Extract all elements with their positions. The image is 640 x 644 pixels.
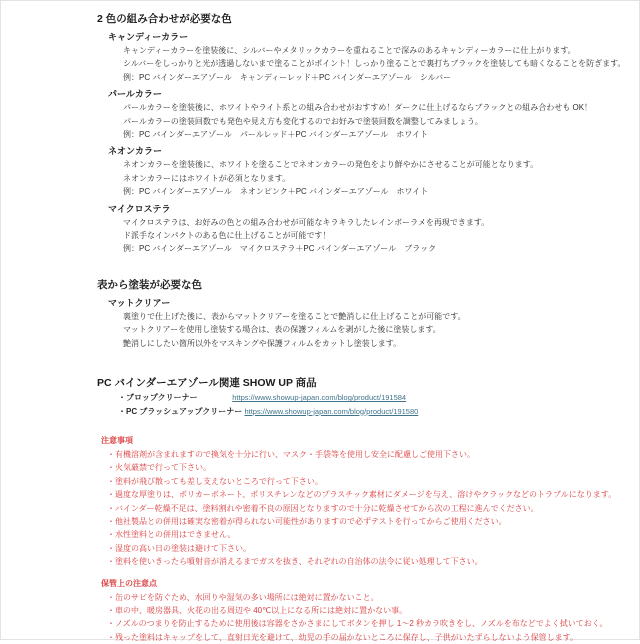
body-line: シルバーをしっかりと光が透過しないまで塗ることがポイント！しっかり塗ることで裏打ちブラックを塗装しても暗くなることを防ぎます。 (123, 59, 626, 69)
section-title-two-color: 2 色の組み合わせが必要な色 (97, 13, 232, 25)
caution-item: ・火気厳禁で行って下さい。 (107, 463, 211, 473)
example-line: 例：PC バインダーエアゾール マイクロステラ＋PC バインダーエアゾール ブラック (123, 244, 437, 254)
caution-item: ・塗料が飛び散っても差し支えないところで行って下さい。 (107, 476, 323, 486)
storage-item: ・残った塗料はキャップをして、直射日光を避けて、幼児の手の届かないところに保存し、子供がいたずらしないよう保管します。 (107, 632, 579, 642)
example-line: 例：PC バインダーエアゾール ネオンピンク＋PC バインダーエアゾール ホワイト (123, 187, 429, 197)
product-row (118, 405, 640, 418)
body-line: マットクリアーを使用し塗装する場合は、表の保護フィルムを剥がした後に塗装します。 (123, 325, 441, 335)
body-line: ネオンカラーを塗装後に、ホワイトを塗ることでネオンカラーの発色をより鮮やかにさせることが可能となります。 (123, 160, 539, 170)
body-line: 裏塗りで仕上げた後に、表からマットクリアーを塗ることで艶消しに仕上げることが可能です。 (123, 311, 466, 321)
section-title-storage: 保管上の注意点 (101, 578, 157, 588)
body-line: ネオンカラーにはホワイトが必須となります。 (123, 173, 291, 183)
product-row (118, 391, 640, 404)
section-title-front-paint: 表から塗装が必要な色 (97, 278, 202, 291)
example-line: 例：PC バインダーエアゾール パールレッド＋PC バインダーエアゾール ホワイト (123, 130, 429, 140)
caution-item: ・過度な厚塗りは、ポリカーボネート、ポリスチレンなどのプラスチック素材にダメージを与え、溶けやクラックなどのトラブルになります。 (107, 490, 617, 500)
body-line: パールカラーを塗装後に、ホワイトやライト系との組み合わせがおすすめ！ダークに仕上げるならブラックとの組み合わせも OK！ (123, 103, 593, 113)
body-line: ド派手なインパクトのある色に仕上げることが可能です！ (123, 231, 331, 241)
storage-item: ・缶のサビを防ぐため、水回りや湿気の多い場所には絶対に置かないこと。 (107, 592, 379, 602)
body-line: パールカラーの塗装回数でも発色や見え方も変化するのでお好みで塗装回数を調整してみましょう。 (123, 116, 483, 126)
subsection-title-candy: キャンディーカラー (108, 32, 189, 42)
subsection-title-neon: ネオンカラー (108, 146, 163, 157)
body-line: キャンディーカラーを塗装後に、シルバーやメタリックカラーを重ねることで深みのあるキャンディーカラーに仕上がります。 (123, 46, 576, 55)
product-link[interactable]: https://www.showup-japan.com/blog/product/191580 (244, 406, 419, 416)
section-title-cautions: 注意事項 (101, 435, 133, 445)
section-title-products: PC バインダーエアゾール関連 SHOW UP 商品 (97, 377, 317, 390)
product-label: ・ブロップクリーナー (118, 393, 198, 403)
caution-item: ・湿度の高い日の塗装は避けて下さい。 (107, 543, 251, 553)
caution-item: ・バインダー乾燥不足は、塗料割れや密着不良の原因となりますので十分に乾燥させてから次の工程に進んでください。 (107, 503, 539, 513)
body-line: 艶消しにしたい箇所以外をマスキングや保護フィルムをカットし塗装します。 (123, 338, 402, 348)
storage-item: ・車の中、暖房器具、火花の出る周辺や 40℃以上になる所には絶対に置かない事。 (107, 605, 408, 615)
caution-item: ・塗料を使いきったら噴射音が消えるまでガスを抜き、それぞれの自治体の法令に従い処理して下さい。 (107, 557, 483, 567)
product-link[interactable]: https://www.showup-japan.com/blog/product/191584 (232, 393, 407, 403)
example-line: 例：PC バインダーエアゾール キャンディーレッド＋PC バインダーエアゾール シルバー (123, 72, 452, 82)
subsection-title-microstella: マイクロステラ (108, 203, 171, 214)
subsection-title-matte-clear: マットクリアー (108, 297, 171, 308)
caution-item: ・水性塗料との併用はできません。 (107, 530, 236, 540)
subsection-title-pearl: パールカラー (108, 89, 162, 100)
caution-item: ・他社製品との併用は確実な密着が得られない可能性がありますので必ずテストを行ってからご使用ください。 (107, 516, 507, 526)
caution-item: ・有機溶剤が含まれますので換気を十分に行い、マスク・手袋等を使用し安全に配慮しご使用下さい。 (107, 449, 475, 459)
body-line: マイクロステラは、お好みの色との組み合わせが可能なキラキラしたレインボーラメを再現できます。 (123, 217, 490, 227)
product-label: ・PC ブラッシュアップクリーナー (118, 406, 243, 416)
storage-item: ・ノズルのつまりを防止するために使用後は容器をさかさまにしてボタンを押し 1～2 秒カラ吹きをし、ノズルを布などでよく拭いておく。 (107, 619, 608, 629)
